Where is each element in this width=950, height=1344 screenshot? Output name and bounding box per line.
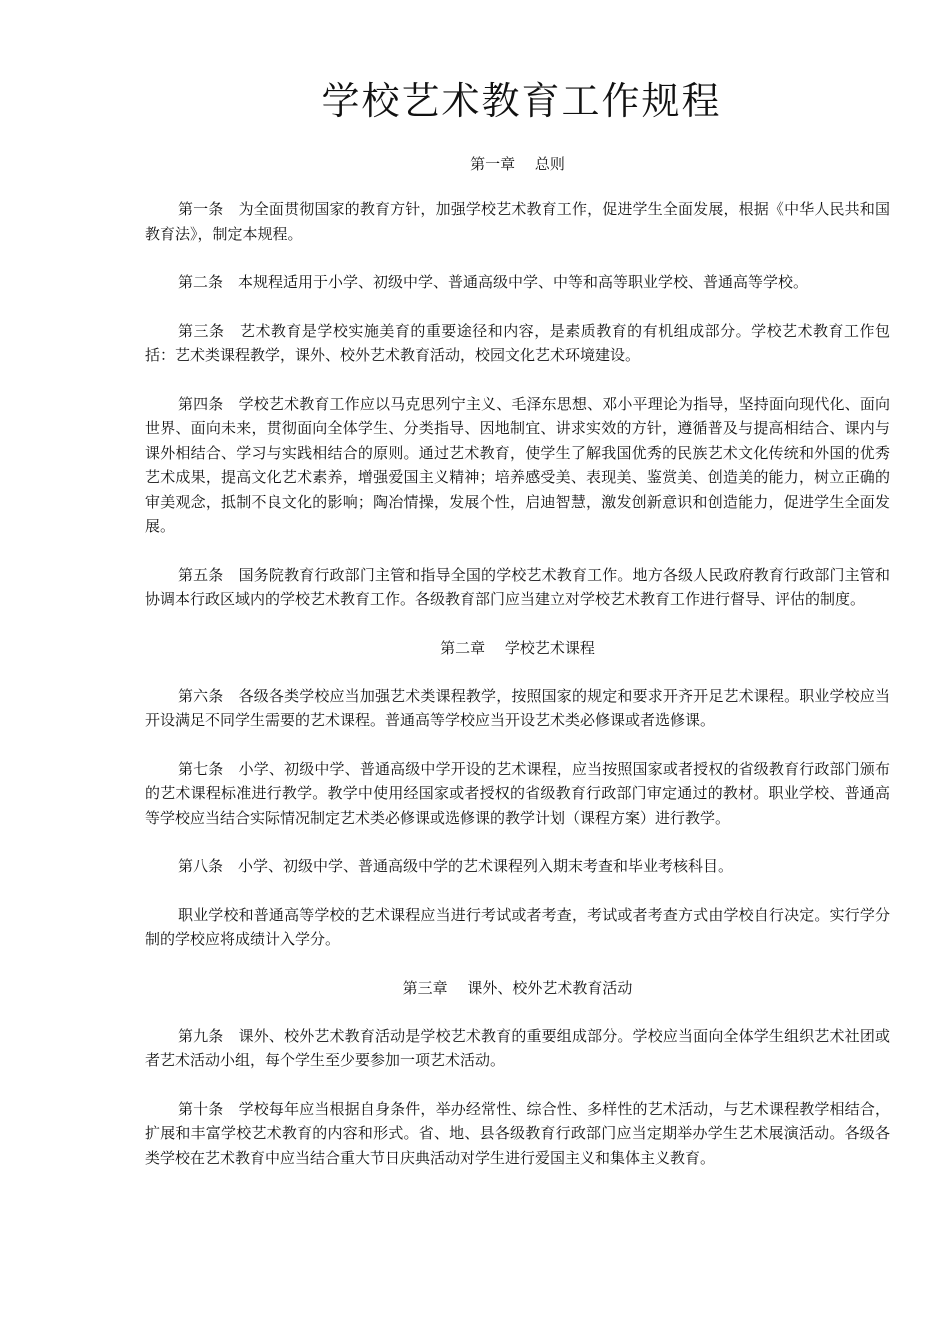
chapter-3 — [145, 976, 890, 1171]
article-9: 第九条 课外、校外艺术教育活动是学校艺术教育的重要组成部分。学校应当面向全体学生组织艺术社团或者艺术活动小组，每个学生至少要参加一项艺术活动。 — [145, 1026, 890, 1069]
article-4: 第四条 学校艺术教育工作应以马克思列宁主义、毛泽东思想、邓小平理论为指导，坚持面向现代化、面向世界、面向未来，贯彻面向全体学生、分类指导、因地制宜、讲求实效的方针，遵循普及与提高相结合、课内与课外相结合、学习与实践相结合的原则。通过艺术教育，使学生了解我国优秀的民族艺术文化传统和外国的优秀艺术成果，提高文化艺术素养，增强爱国主义精神；培养感受美、表现美、鉴赏美、创造美的能力，树立正确的审美观念，抵制不良文化的影响；陶冶情操，发展个性，启迪智慧，激发创新意识和创造能力，促进学生全面发展。 — [145, 394, 890, 535]
article-2: 第二条 本规程适用于小学、初级中学、普通高级中学、中等和高等职业学校、普通高等学校。 — [178, 273, 809, 291]
document-page — [145, 70, 890, 1170]
article-7: 第七条 小学、初级中学、普通高级中学开设的艺术课程，应当按照国家或者授权的省级教育行政部门颁布的艺术课程标准进行教学。教学中使用经国家或者授权的省级教育行政部门审定通过的教材。职业学校、普通高等学校应当结合实际情况制定艺术类必修课或选修课的教学计划（课程方案）进行教学。 — [145, 759, 890, 827]
article-1: 第一条 为全面贯彻国家的教育方针，加强学校艺术教育工作，促进学生全面发展，根据《中华人民共和国教育法》，制定本规程。 — [145, 200, 890, 243]
article-10: 第十条 学校每年应当根据自身条件，举办经常性、综合性、多样性的艺术活动，与艺术课程教学相结合，扩展和丰富学校艺术教育的内容和形式。省、地、县各级教育行政部门应当定期举办学生艺术展演活动。各级各类学校在艺术教育中应当结合重大节日庆典活动对学生进行爱国主义和集体主义教育。 — [145, 1099, 890, 1167]
chapter-heading: 第二章 学校艺术课程 — [440, 638, 595, 657]
article-8: 第八条 小学、初级中学、普通高级中学的艺术课程列入期末考查和毕业考核科目。 — [178, 857, 734, 875]
article-3: 第三条 艺术教育是学校实施美育的重要途径和内容，是素质教育的有机组成部分。学校艺术教育工作包括：艺术类课程教学，课外、校外艺术教育活动，校园文化艺术环境建设。 — [145, 321, 890, 364]
article-5: 第五条 国务院教育行政部门主管和指导全国的学校艺术教育工作。地方各级人民政府教育行政部门主管和协调本行政区域内的学校艺术教育工作。各级教育部门应当建立对学校艺术教育工作进行督导、评估的制度。 — [145, 565, 890, 608]
article-6: 第六条 各级各类学校应当加强艺术类课程教学，按照国家的规定和要求开齐开足艺术课程。职业学校应当开设满足不同学生需要的艺术课程。普通高等学校应当开设艺术类必修课或者选修课。 — [145, 686, 890, 729]
document-title: 学校艺术教育工作规程 — [321, 79, 722, 123]
chapter-1 — [145, 152, 890, 612]
article-8-paragraph-2: 职业学校和普通高等学校的艺术课程应当进行考试或者考查，考试或者考查方式由学校自行决定。实行学分制的学校应将成绩计入学分。 — [145, 905, 890, 948]
chapter-heading: 第三章 课外、校外艺术教育活动 — [402, 978, 633, 997]
chapter-2 — [145, 636, 890, 952]
chapter-heading: 第一章 总则 — [470, 155, 565, 173]
